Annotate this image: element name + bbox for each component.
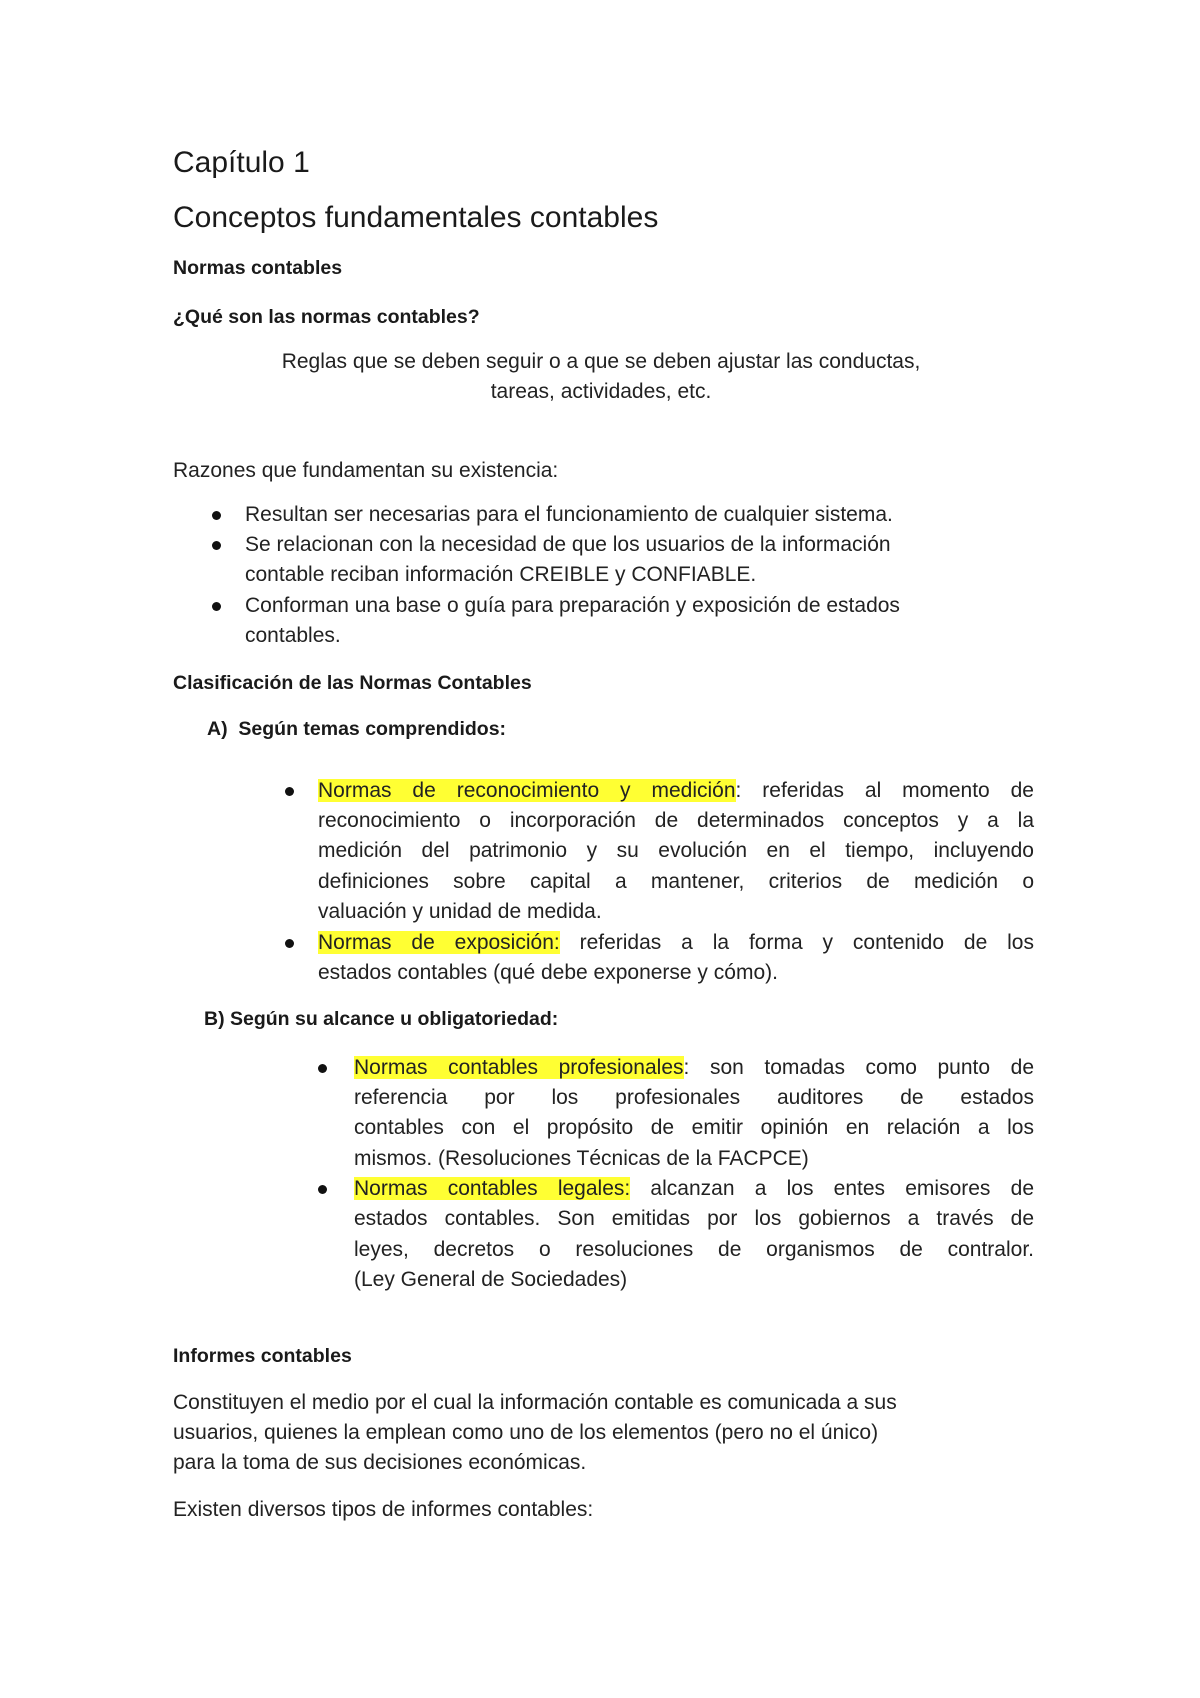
reports-heading: Informes contables xyxy=(173,1345,352,1367)
chapter-title: Conceptos fundamentales contables xyxy=(173,201,659,234)
highlighted-term: Normas de exposición: xyxy=(318,931,560,954)
highlighted-term: Normas contables profesionales xyxy=(354,1056,684,1079)
bullet-icon xyxy=(285,787,294,796)
list-item-text: estados contables. Son emitidas por los gobiernos a través de xyxy=(354,1207,1034,1230)
term-description: alcanzan a los entes emisores de xyxy=(630,1177,1034,1200)
list-item-text: referencia por los profesionales auditores de estados xyxy=(354,1086,1034,1109)
chapter-number: Capítulo 1 xyxy=(173,146,310,179)
bullet-icon xyxy=(318,1185,327,1194)
bullet-icon xyxy=(212,511,221,520)
list-item-text: leyes, decretos o resoluciones de organismos de contralor. xyxy=(354,1238,1034,1261)
list-item-text: (Ley General de Sociedades) xyxy=(354,1268,628,1291)
list-item-text: contable reciban información CREIBLE y CONFIABLE. xyxy=(245,563,757,586)
term-description: : referidas al momento de xyxy=(735,779,1034,802)
definition-line: tareas, actividades, etc. xyxy=(490,380,712,403)
list-item-text: reconocimiento o incorporación de determinados conceptos y a la xyxy=(318,809,1034,832)
definition-line: Reglas que se deben seguir o a que se deben ajustar las conductas, xyxy=(281,350,921,373)
bullet-icon xyxy=(285,939,294,948)
list-item-text: valuación y unidad de medida. xyxy=(318,900,602,923)
list-item-text: Conforman una base o guía para preparación y exposición de estados xyxy=(245,594,900,617)
list-item-text: medición del patrimonio y su evolución en el tiempo, incluyendo xyxy=(318,839,1034,862)
highlighted-term: Normas de reconocimiento y medición xyxy=(318,779,736,802)
reports-paragraph-line: usuarios, quienes la emplean como uno de los elementos (pero no el único) xyxy=(173,1421,879,1444)
highlighted-term: Normas contables legales: xyxy=(354,1177,631,1200)
list-item-text: contables con el propósito de emitir opinión en relación a los xyxy=(354,1116,1034,1139)
reasons-intro: Razones que fundamentan su existencia: xyxy=(173,459,559,482)
bullet-icon xyxy=(212,602,221,611)
list-item-text: contables. xyxy=(245,624,341,647)
list-item-text xyxy=(354,1054,1034,1082)
classification-heading: Clasificación de las Normas Contables xyxy=(173,672,532,694)
list-item-text: Resultan ser necesarias para el funcionamiento de cualquier sistema. xyxy=(245,503,893,526)
reports-paragraph-line: Constituyen el medio por el cual la información contable es comunicada a sus xyxy=(173,1391,897,1414)
list-item-text xyxy=(318,777,1034,805)
list-item-text xyxy=(354,1175,1034,1203)
term-description: referidas a la forma y contenido de los xyxy=(559,931,1034,954)
list-item-text xyxy=(318,929,1034,957)
group-a-title: A) Según temas comprendidos: xyxy=(207,718,507,740)
list-item-text: Se relacionan con la necesidad de que los usuarios de la información xyxy=(245,533,891,556)
question-heading: ¿Qué son las normas contables? xyxy=(173,306,480,328)
list-item-text: estados contables (qué debe exponerse y cómo). xyxy=(318,961,778,984)
bullet-icon xyxy=(318,1064,327,1073)
group-b-title: B) Según su alcance u obligatoriedad: xyxy=(204,1008,559,1030)
reports-paragraph-line: para la toma de sus decisiones económicas. xyxy=(173,1451,587,1474)
list-item-text: definiciones sobre capital a mantener, criterios de medición o xyxy=(318,870,1034,893)
section-heading-normas: Normas contables xyxy=(173,257,343,279)
report-types-intro: Existen diversos tipos de informes contables: xyxy=(173,1498,594,1521)
list-item-text: mismos. (Resoluciones Técnicas de la FACPCE) xyxy=(354,1147,809,1170)
bullet-icon xyxy=(212,541,221,550)
term-description: : son tomadas como punto de xyxy=(683,1056,1034,1079)
